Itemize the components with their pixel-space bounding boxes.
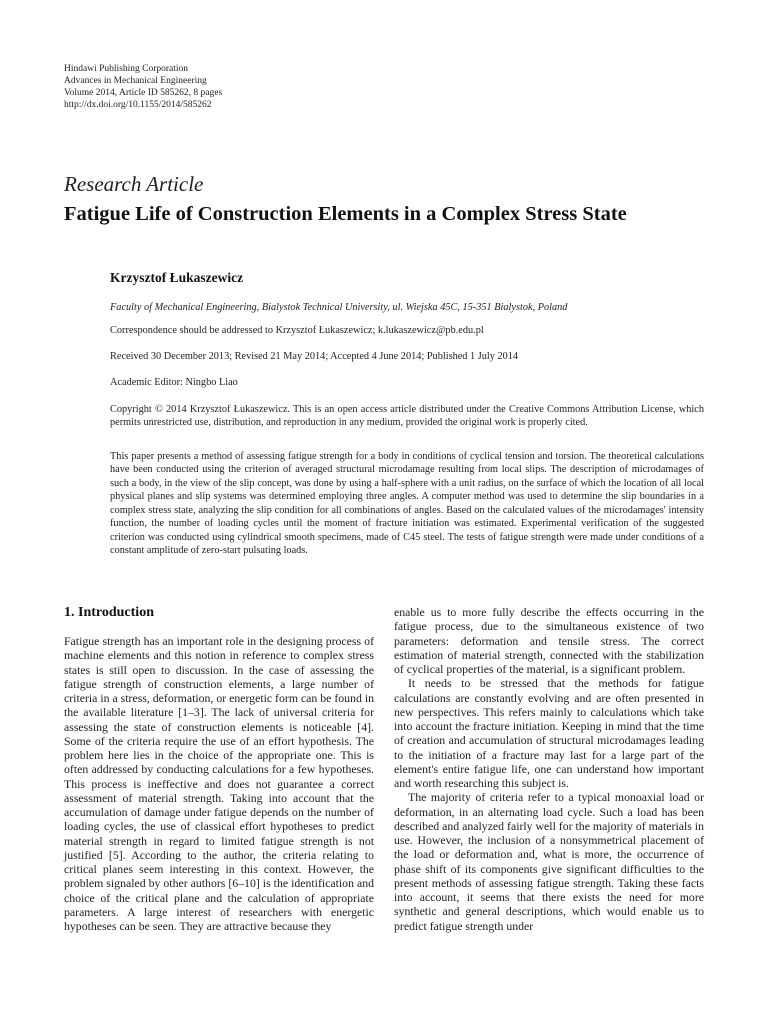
academic-editor: Academic Editor: Ningbo Liao (110, 377, 238, 388)
correspondence: Correspondence should be addressed to Krzysztof Łukaszewicz; k.lukaszewicz@pb.edu.pl (110, 325, 484, 336)
journal-name: Advances in Mechanical Engineering (64, 76, 207, 86)
affiliation: Faculty of Mechanical Engineering, Bialystok Technical University, ul. Wiejska 45C, 15-351 Bialystok, Poland (110, 302, 568, 313)
journal-header (64, 63, 222, 111)
publication-dates: Received 30 December 2013; Revised 21 May 2014; Accepted 4 June 2014; Published 1 July 2014 (110, 351, 519, 362)
copyright-notice: Copyright © 2014 Krzysztof Łukaszewicz. This is an open access article distributed under the Creative Commons Attribution License, which permits unrestricted use, distribution, and reproduction in any medium, provided the original work is properly cited. (110, 404, 704, 429)
paragraph: enable us to more fully describe the effects occurring in the fatigue process, due to the simultaneous existence of two parameters: deformation and tensile stress. The correct estimation of material strength, connected with the stabilization of cyclical properties of the material, is a significant problem. (394, 605, 704, 676)
doi-link[interactable]: http://dx.doi.org/10.1155/2014/585262 (64, 100, 212, 110)
section-heading: 1. Introduction (64, 605, 154, 620)
journal-volume: Volume 2014, Article ID 585262, 8 pages (64, 88, 223, 98)
right-column (394, 605, 704, 933)
paragraph: The majority of criteria refer to a typical monoaxial load or deformation, in an alternating load cycle. Such a load has been described and analyzed fairly well for the majority of materials in use. However, the inclusion of a nonsymmetrical placement of the load or deformation and, what is more, the occurrence of phase shift of its components give significant difficulties to the present methods of assessing fatigue strength. Taking these facts into account, it seems that there exists the need for more synthetic and general descriptions, which would enable us to predict fatigue strength under (394, 790, 704, 933)
article-type: Research Article (64, 172, 204, 196)
paragraph: Fatigue strength has an important role in the designing process of machine elements and this notion in reference to complex stress states is still open to discussion. In the case of assessing the fatigue strength of construction elements, a large number of criteria in a stress, deformation, or energetic form can be found in the available literature [1–3]. The lack of universal criteria for assessing the state of construction elements is noticeable [4]. Some of the criteria require the use of an effort hypothesis. The problem here lies in the choice of the appropriate one. This is often addressed by conducting calculations for a few hypotheses. This process is ineffective and does not guarantee a correct assessment of material strength. Taking into account that the accumulation of damage under fatigue depends on the number of loading cycles, the use of classical effort hypotheses to predict material strength in regard to limited fatigue strength is not justified [5]. According to the author, the criteria relating to critical planes seem interesting in this context. However, the problem signaled by other authors [6–10] is the identification and choice of the critical plane and the calculation of appropriate parameters. A large interest of researchers with energetic hypotheses can be seen. They are attractive because they (64, 634, 374, 933)
publisher: Hindawi Publishing Corporation (64, 64, 189, 74)
abstract: This paper presents a method of assessing fatigue strength for a body in conditions of cyclical tension and torsion. The theoretical calculations have been conducted using the criterion of averaged structural microdamage resulting from local slips. The description of microdamages of such a body, in the view of the slip concept, was done by using a half-sphere with a unit radius, on the surface of which the location of all local physical planes and slip systems was determined employing three angles. A computer method was used to determine the slip boundaries in a complex stress state, analyzing the slip condition for all combinations of angles. Based on the calculated values of the microdamages' intensity function, the number of loading cycles until the moment of fracture initiation was estimated. Experimental verification of the suggested criterion was conducted using cylindrical smooth specimens, made of C45 steel. The tests of fatigue strength were made under conditions of a constant amplitude of zero-start pulsating loads. (110, 451, 704, 557)
paragraph: It needs to be stressed that the methods for fatigue calculations are constantly evolving and are often presented in new perspectives. This refers mainly to calculations which take into account the fracture initiation. Keeping in mind that the time of creation and accumulation of structural microdamages leading to the initiation of a fracture may last for a large part of the element's entire fatigue life, one can understand how important and worth researching this subject is. (394, 676, 704, 790)
paper-title: Fatigue Life of Construction Elements in a Complex Stress State (64, 203, 627, 225)
author-name: Krzysztof Łukaszewicz (110, 270, 244, 285)
left-column (64, 605, 374, 933)
